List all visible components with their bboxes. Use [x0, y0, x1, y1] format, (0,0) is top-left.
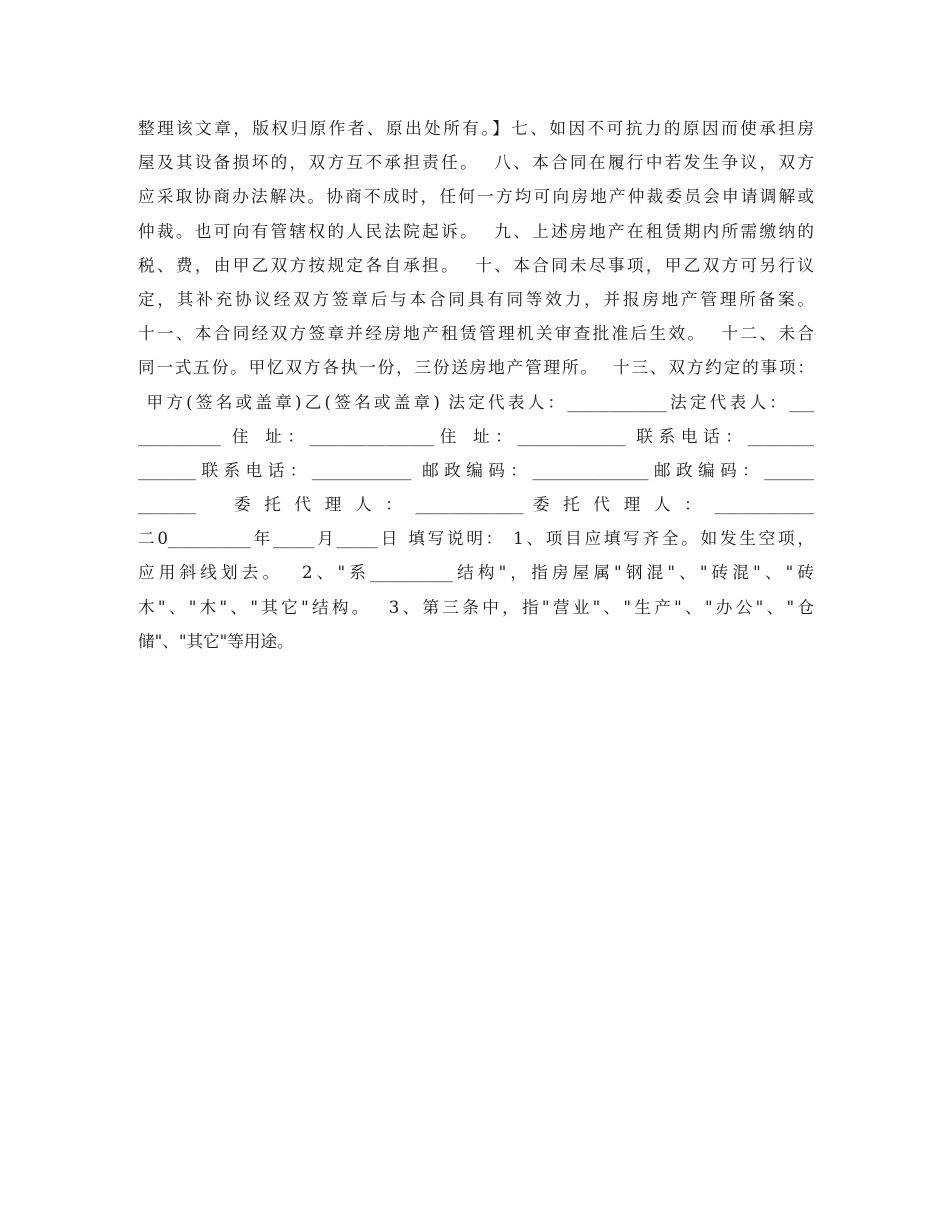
text-line-5: 税、费，由甲乙双方按规定各自承担。 十、本合同未尽事项，甲乙双方可另行议 [138, 255, 814, 275]
text-line-8: 同一式五份。甲忆双方各执一份，三份送房地产管理所。 十三、双方约定的事项： [138, 358, 814, 378]
text-line-3: 应采取协商办法解决。协商不成时，任何一方均可向房地产仲裁委员会申请调解或 [138, 187, 814, 207]
signature-line-parties: 甲方(签名或盖章)乙(签名或盖章) 法定代表人：____________法定代表人：___ [138, 392, 814, 412]
text-line-4: 仲裁。也可向有管辖权的人民法院起诉。 九、上述房地产在租赁期内所需缴纳的 [138, 221, 814, 241]
date-and-instructions-line: 二0__________年_____月_____日 填写说明： 1、项目应填写齐全。如发生空项， [138, 529, 814, 549]
signature-line-agent: _______ 委 托 代 理 人 ： _____________ 委 托 代 理 人 ： ____________ [138, 495, 814, 515]
signature-line-address: __________ 住 址：_______________住 址：_____________ 联系电话：________ [138, 426, 814, 446]
text-line-7: 十一、本合同经双方签章并经房地产租赁管理机关审查批准后生效。 十二、未合 [138, 324, 814, 344]
text-line-1: 整理该文章，版权归原作者、原出处所有。】七、如因不可抗力的原因而使承担房 [138, 119, 814, 138]
instructions-line-2: 应用斜线划去。 2、"系__________结构"，指房屋属"钢混"、"砖混"、"砖 [138, 563, 814, 583]
instructions-line-4: 储"、"其它"等用途。 [138, 631, 294, 651]
instructions-line-3: 木"、"木"、"其它"结构。 3、第三条中，指"营业"、"生产"、"办公"、"仓 [138, 597, 814, 617]
contract-text [138, 112, 814, 659]
text-line-6: 定，其补充协议经双方签章后与本合同具有同等效力，并报房地产管理所备案。 [138, 289, 814, 309]
signature-line-phone-postcode: _______联系电话：____________ 邮政编码：______________邮政编码：______ [138, 460, 814, 480]
text-line-2: 屋及其设备损坏的，双方互不承担责任。 八、本合同在履行中若发生争议，双方 [138, 153, 814, 173]
